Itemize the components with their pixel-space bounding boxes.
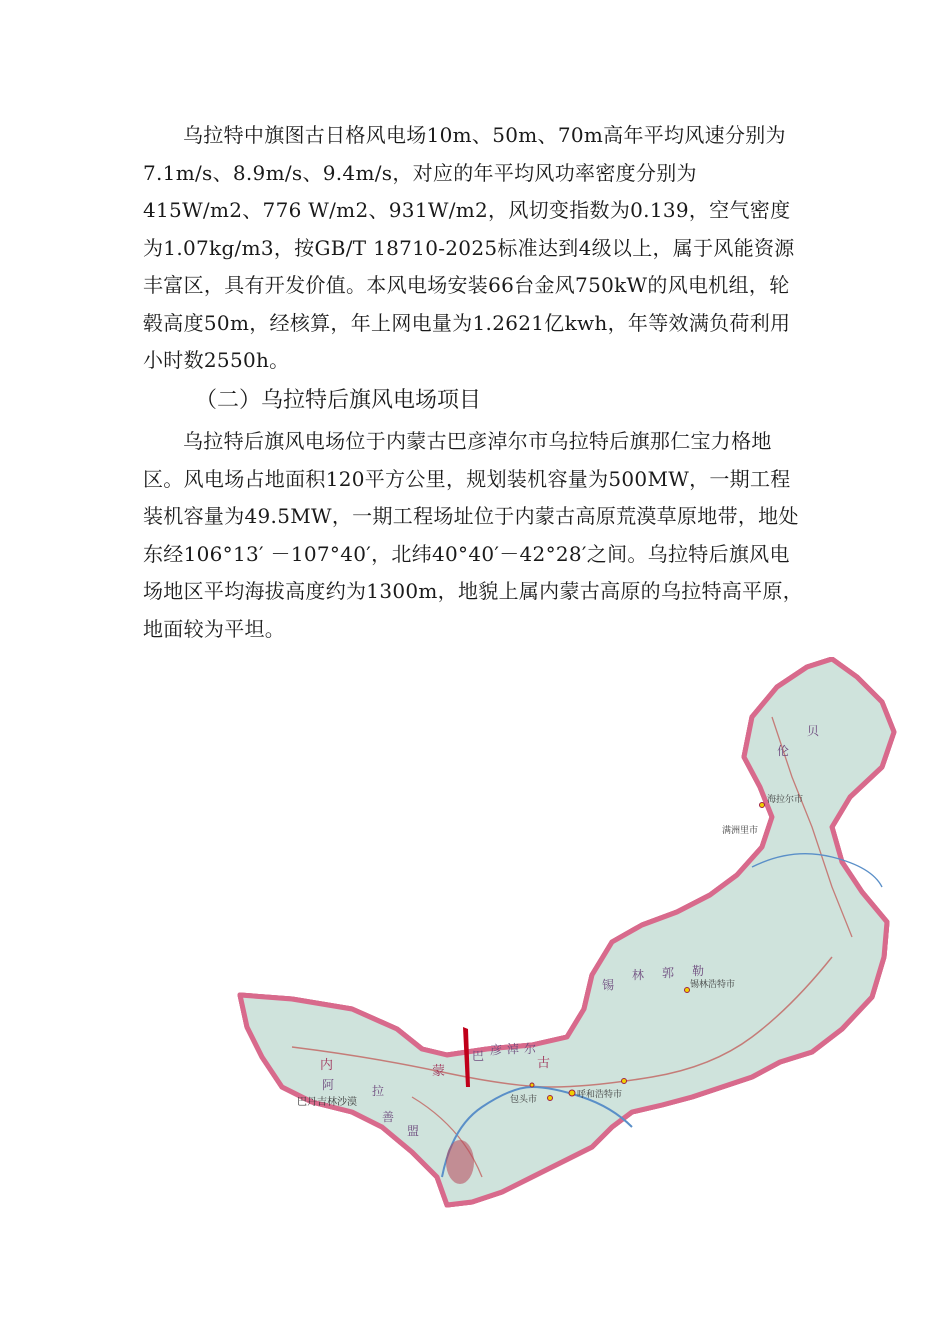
inner-mongolia-map (232, 657, 897, 1209)
map-region-label: 拉 (372, 1084, 385, 1098)
map-region-label: 巴 (472, 1049, 485, 1063)
map-place-label: 巴丹吉林沙漠 (297, 1097, 357, 1108)
map-place-label: 锡林浩特市 (690, 979, 736, 989)
map-region-label: 盟 (407, 1124, 420, 1138)
map-region-label: 淖 (507, 1042, 520, 1056)
map-city-dot (530, 1083, 534, 1087)
section-heading: （二）乌拉特后旗风电场项目 (195, 388, 482, 413)
map-place-label: 海拉尔市 (767, 794, 804, 804)
map-region-label: 阿 (322, 1078, 335, 1092)
map-region-label: 蒙 (432, 1063, 446, 1078)
map-region-label: 彦 (490, 1043, 503, 1057)
map-region-label: 古 (537, 1055, 551, 1070)
map-city-dot (622, 1079, 627, 1084)
map-city-dot (569, 1090, 575, 1096)
map-city-dot (548, 1096, 553, 1101)
map-region-label: 尔 (524, 1042, 537, 1056)
map-place-label: 呼和浩特市 (577, 1089, 623, 1099)
map-region-label: 郭 (662, 966, 675, 980)
map-region-label: 善 (382, 1110, 395, 1124)
map-region-label: 内 (320, 1057, 334, 1072)
map-region-label: 锡 (602, 978, 615, 992)
map-region-label: 勒 (692, 964, 705, 978)
map-region-label: 林 (632, 968, 645, 982)
paragraph-wind-farm-middle-banner: 乌拉特中旗图古日格风电场10m、50m、70m高年平均风速分别为7.1m/s、8.9m/s、9.4m/s，对应的年平均风功率密度分别为415W/m2、776 W/m2、931W/m2，风切变指数为0.139，空气密度为1.07kg/m3，按GB/T 18710-2025标准达到4级以上，属于风能资源丰富区，具有开发价值。本风电场安装66台金风750kW的风电机组，轮毂高度50m，经核算，年上网电量为1.2621亿kwh，年等效满负荷利用小时数2550h。 (143, 123, 795, 372)
map-region-label: 伦 (777, 744, 790, 758)
map-place-label: 满洲里市 (722, 825, 759, 835)
map-city-cluster (446, 1140, 474, 1184)
map-city-dot (760, 803, 765, 808)
map-place-label: 包头市 (510, 1094, 538, 1104)
paragraph-wind-farm-rear-banner: 乌拉特后旗风电场位于内蒙古巴彦淖尔市乌拉特后旗那仁宝力格地区。风电场占地面积120平方公里，规划装机容量为500MW，一期工程装机容量为49.5MW，一期工程场址位于内蒙古高原荒漠草原地带，地处东经106°13′ －107°40′，北纬40°40′－42°28′之间。乌拉特后旗风电场地区平均海拔高度约为1300m，地貌上属内蒙古高原的乌拉特高平原，地面较为平坦。 (143, 429, 804, 641)
map-region-label: 贝 (807, 724, 820, 738)
map-city-dot (685, 988, 690, 993)
